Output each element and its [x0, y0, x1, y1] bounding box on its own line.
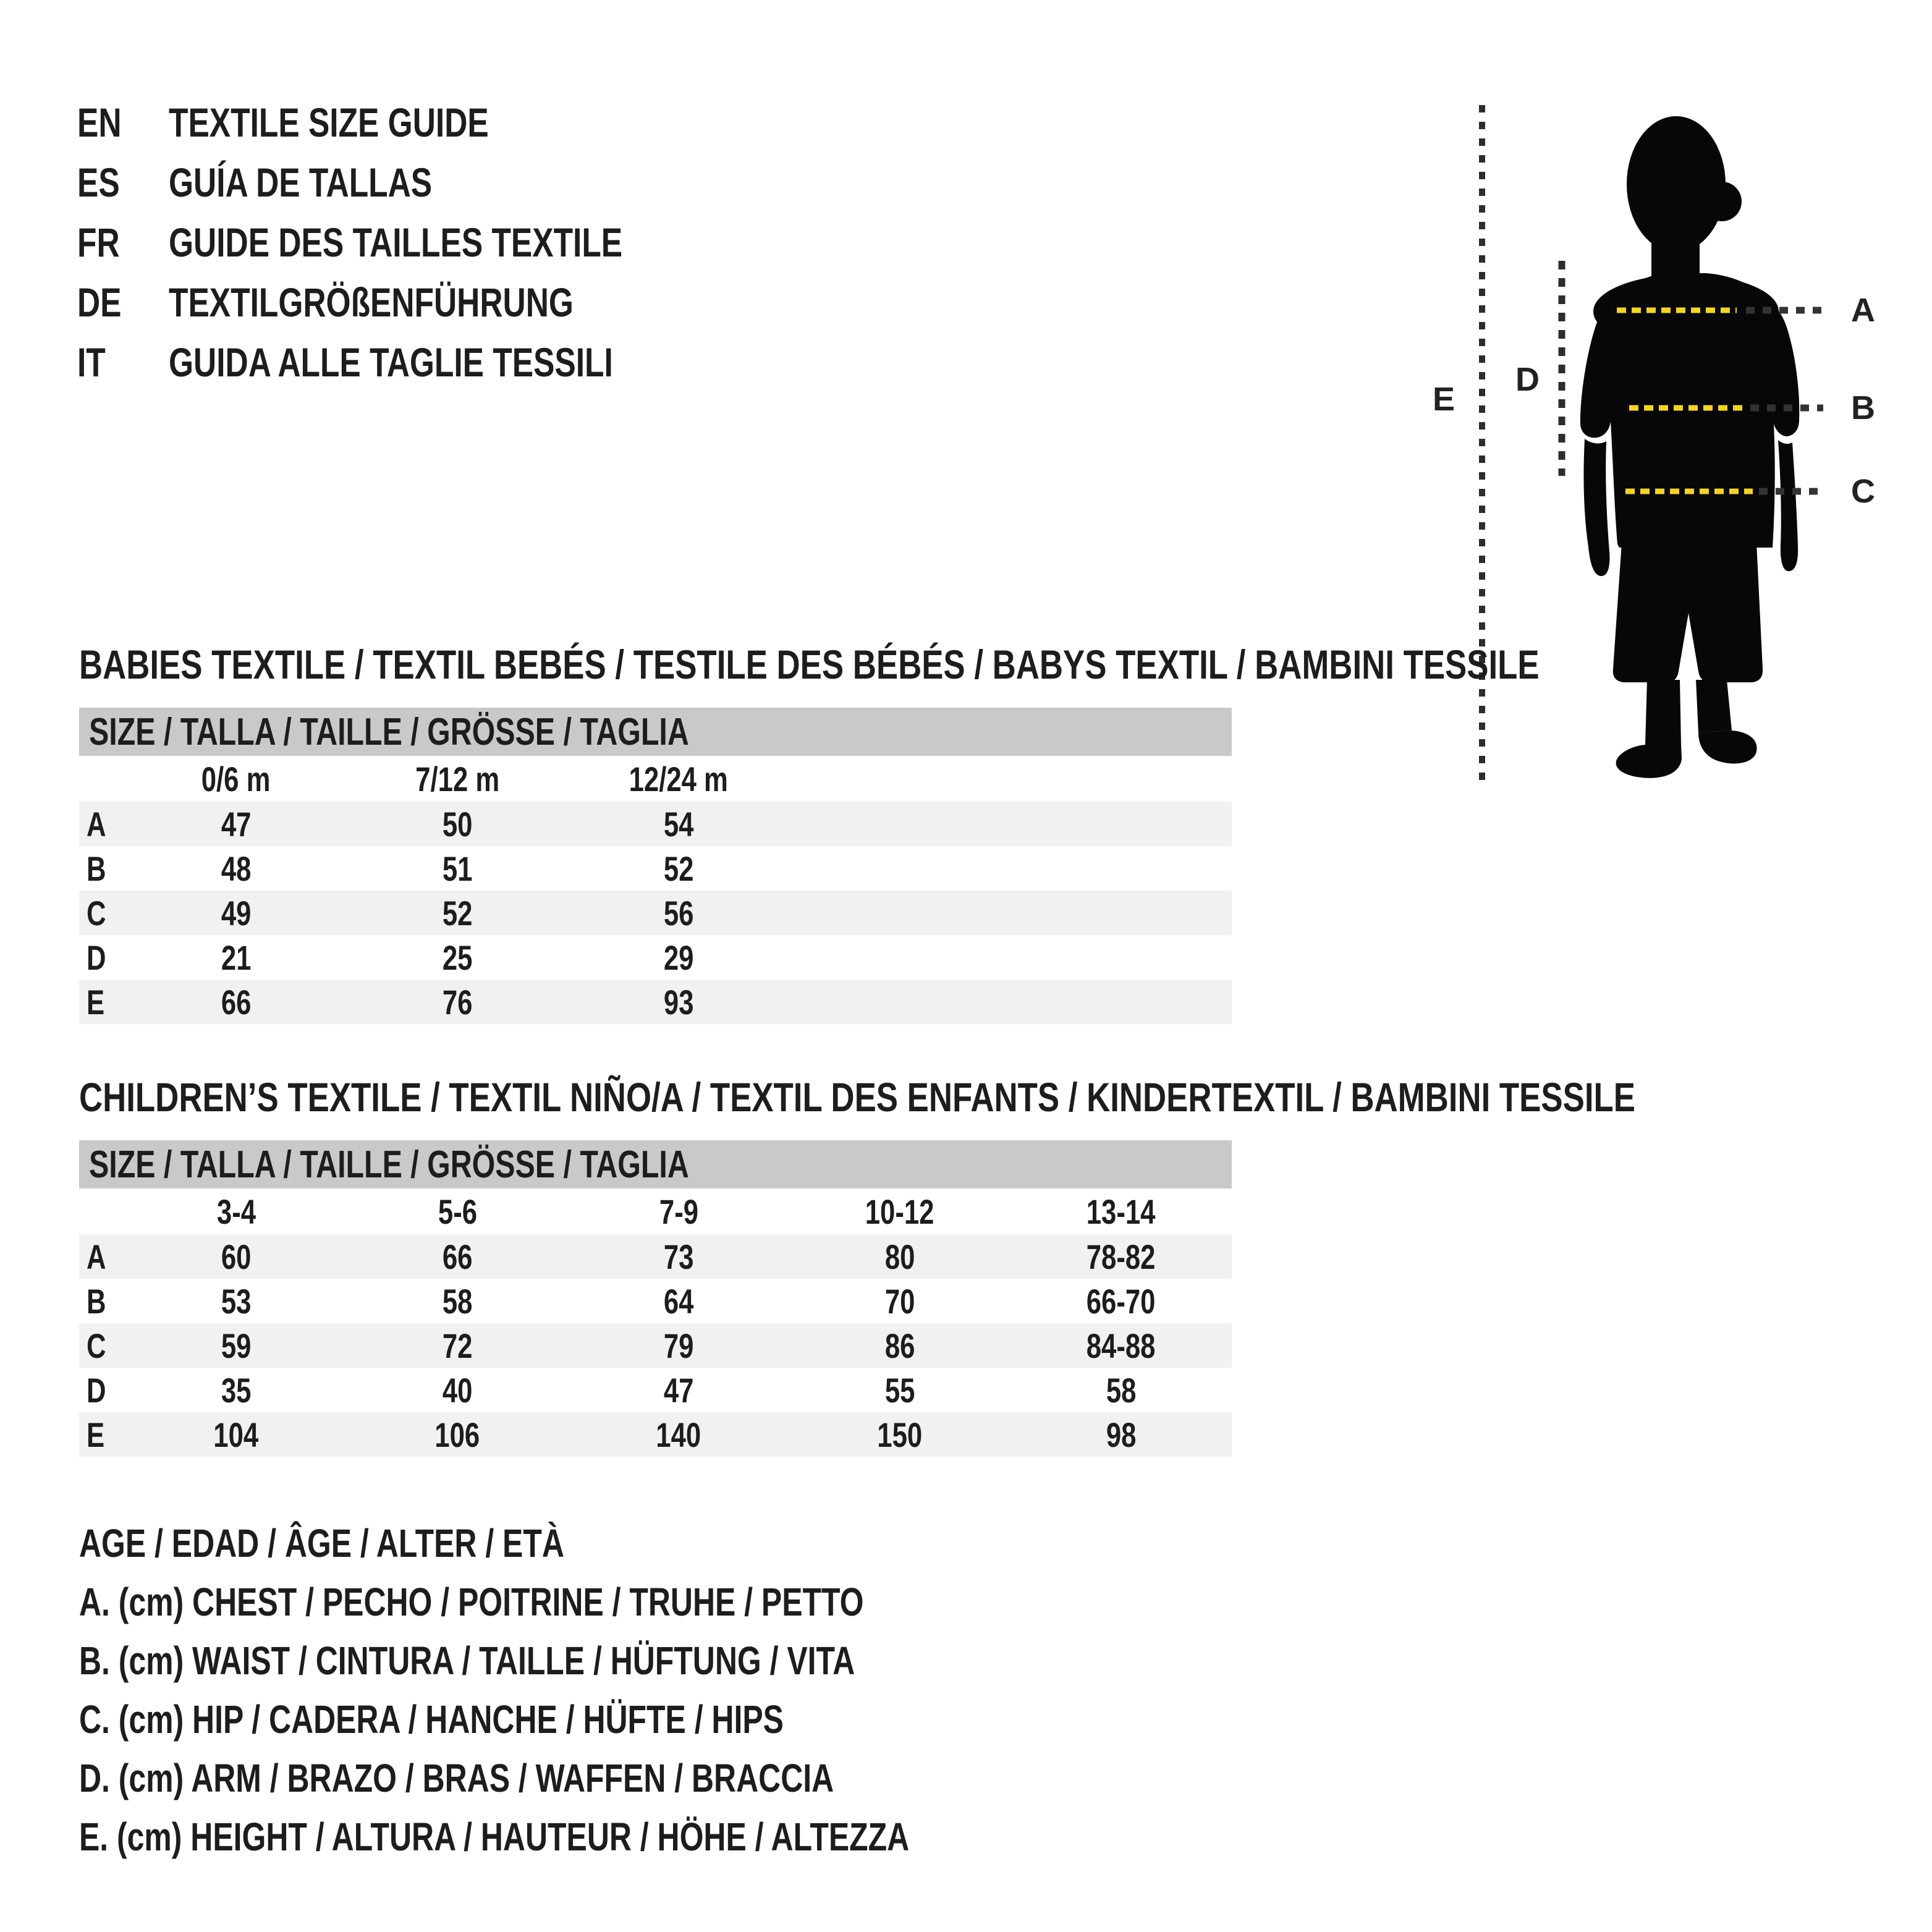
legend-height: E. (cm) HEIGHT / ALTURA / HAUTEUR / HÖHE / ALTEZZA	[79, 1815, 910, 1859]
language-row-es	[77, 153, 750, 213]
label-d: D	[1515, 361, 1540, 398]
row-label: C	[87, 893, 106, 933]
row-label: E	[87, 982, 105, 1022]
language-code: IT	[77, 339, 106, 385]
language-title: GUIDE DES TAILLES TEXTILE	[169, 219, 623, 265]
label-e: E	[1433, 381, 1455, 418]
children-col-4: 13-14	[1087, 1192, 1156, 1231]
language-title-list	[77, 93, 750, 392]
label-b: B	[1851, 389, 1875, 426]
children-row-d: D 35 40 47 55 58	[79, 1368, 1232, 1412]
legend-chest: A. (cm) CHEST / PECHO / POITRINE / TRUHE / PETTO	[79, 1580, 864, 1624]
label-a: A	[1851, 292, 1875, 329]
babies-row-e: E 66 76 93	[79, 980, 1232, 1024]
row-label: E	[87, 1415, 105, 1454]
row-label: D	[87, 1370, 106, 1410]
language-code: FR	[77, 219, 120, 265]
children-row-c: C 59 72 79 86 84-88	[79, 1323, 1232, 1368]
babies-column-header-row	[79, 756, 1232, 802]
language-title: GUÍA DE TALLAS	[169, 159, 433, 205]
language-title: TEXTILGRÖßENFÜHRUNG	[169, 279, 574, 325]
children-col-2: 7-9	[659, 1192, 698, 1231]
children-size-header-bar: SIZE / TALLA / TAILLE / GRÖSSE / TAGLIA	[79, 1140, 1232, 1188]
babies-section-heading: BABIES TEXTILE / TEXTIL BEBÉS / TESTILE DES BÉBÉS / BABYS TEXTIL / BAMBINI TESSILE	[79, 642, 1540, 687]
measurement-legend	[79, 1514, 1143, 1866]
babies-row-c: C 49 52 56	[79, 891, 1232, 935]
babies-row-b: B 48 51 52	[79, 846, 1232, 891]
legend-hip: C. (cm) HIP / CADERA / HANCHE / HÜFTE / HIPS	[79, 1697, 784, 1742]
children-section-heading: CHILDREN’S TEXTILE / TEXTIL NIÑO/A / TEXTIL DES ENFANTS / KINDERTEXTIL / BAMBINI TESSILE	[79, 1074, 1635, 1120]
language-code: DE	[77, 279, 122, 325]
row-label: A	[87, 804, 106, 844]
children-row-e: E 104 106 140 150 98	[79, 1412, 1232, 1457]
row-label: B	[87, 849, 106, 888]
language-code: ES	[77, 159, 120, 205]
row-label: D	[87, 938, 106, 977]
language-code: EN	[77, 100, 122, 145]
language-row-it	[77, 333, 750, 392]
language-row-en	[77, 93, 750, 153]
children-column-header-row	[79, 1188, 1232, 1234]
legend-age: AGE / EDAD / ÂGE / ALTER / ETÀ	[79, 1521, 564, 1566]
legend-arm: D. (cm) ARM / BRAZO / BRAS / WAFFEN / BRACCIA	[79, 1756, 834, 1800]
row-label: A	[87, 1237, 106, 1276]
children-row-b: B 53 58 64 70 66-70	[79, 1279, 1232, 1323]
babies-row-d: D 21 25 29	[79, 935, 1232, 980]
babies-size-table	[79, 708, 1232, 1024]
language-row-de	[77, 273, 750, 333]
legend-waist: B. (cm) WAIST / CINTURA / TAILLE / HÜFTUNG / VITA	[79, 1638, 855, 1683]
babies-col-0: 0/6 m	[201, 759, 271, 799]
children-row-a: A 60 66 73 80 78-82	[79, 1234, 1232, 1279]
children-col-1: 5-6	[438, 1192, 477, 1231]
language-title: TEXTILE SIZE GUIDE	[169, 100, 489, 145]
language-row-fr	[77, 213, 750, 273]
row-label: C	[87, 1326, 106, 1365]
label-c: C	[1851, 473, 1875, 510]
children-col-3: 10-12	[865, 1192, 934, 1231]
babies-size-header-bar: SIZE / TALLA / TAILLE / GRÖSSE / TAGLIA	[79, 708, 1232, 756]
children-col-0: 3-4	[216, 1192, 256, 1231]
row-label: B	[87, 1281, 106, 1321]
babies-col-2: 12/24 m	[629, 759, 729, 799]
children-size-table	[79, 1140, 1232, 1457]
babies-row-a: A 47 50 54	[79, 802, 1232, 846]
babies-col-1: 7/12 m	[415, 759, 499, 799]
language-title: GUIDA ALLE TAGLIE TESSILI	[169, 339, 613, 385]
